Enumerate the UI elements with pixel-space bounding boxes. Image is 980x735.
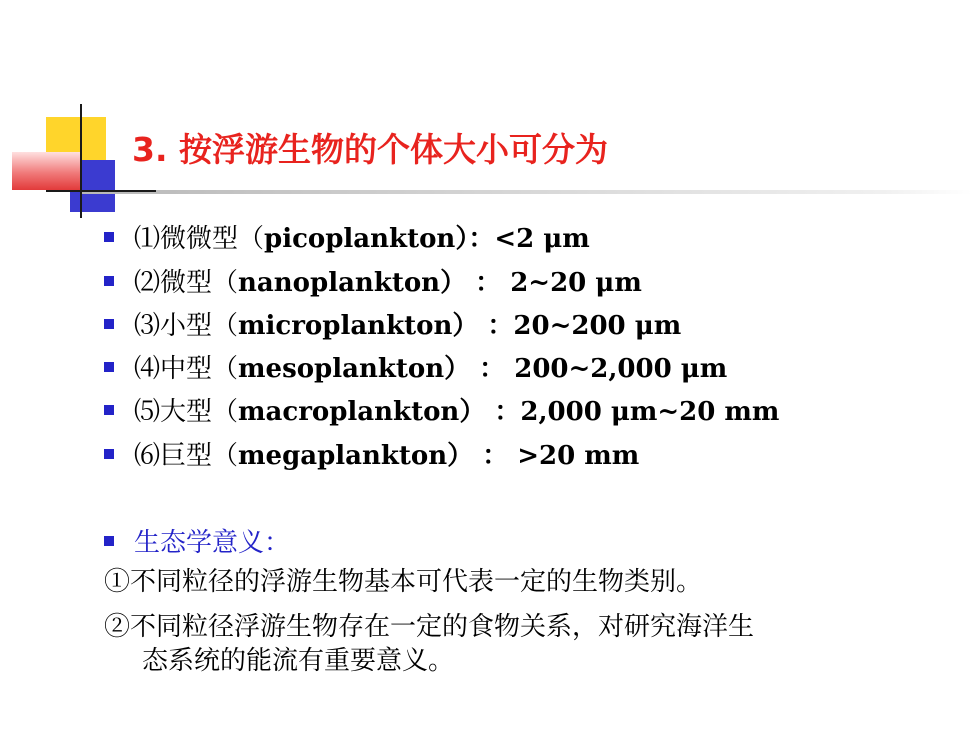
item-suffix: ） ：20~200 μm xyxy=(452,310,682,341)
significance-heading: 生态学意义： xyxy=(134,527,291,558)
item-prefix: ⑵微型（ xyxy=(134,267,239,298)
list-item xyxy=(104,262,642,298)
item-name: macroplankton xyxy=(238,396,460,427)
significance-point-2-line-2: 态系统的能流有重要意义。 xyxy=(142,646,455,676)
deco-horizontal-line xyxy=(46,190,156,192)
significance-point-2-line-1: ②不同粒径浮游生物存在一定的食物关系，对研究海洋生 xyxy=(104,612,755,642)
item-suffix: ） ： 200~2,000 μm xyxy=(444,353,728,384)
item-prefix: ⑷中型（ xyxy=(134,353,239,384)
item-prefix: ⑴微微型（ xyxy=(134,223,265,254)
item-suffix: ） ： >20 mm xyxy=(447,440,640,471)
item-suffix: ） ：2,000 μm~20 mm xyxy=(459,396,780,427)
list-item xyxy=(104,435,639,471)
list-item xyxy=(104,348,727,384)
significance-heading-row xyxy=(104,522,290,558)
bullet-square-icon xyxy=(104,362,114,372)
bullet-square-icon xyxy=(104,276,114,286)
deco-vertical-line xyxy=(80,104,82,218)
deco-red-bar xyxy=(12,152,82,190)
bullet-square-icon xyxy=(104,536,114,546)
list-item xyxy=(104,305,681,341)
item-prefix: ⑸大型（ xyxy=(134,396,239,427)
item-prefix: ⑹巨型（ xyxy=(134,440,239,471)
bullet-square-icon xyxy=(104,319,114,329)
item-suffix: ） ： 2~20 μm xyxy=(440,267,642,298)
list-item xyxy=(104,218,590,254)
slide-title: 3. 按浮游生物的个体大小可分为 xyxy=(132,130,608,169)
bullet-square-icon xyxy=(104,232,114,242)
item-name: microplankton xyxy=(238,310,453,341)
title-underline xyxy=(82,190,972,194)
item-name: nanoplankton xyxy=(238,267,441,298)
item-name: picoplankton xyxy=(264,223,456,254)
significance-point-1: ①不同粒径的浮游生物基本可代表一定的生物类别。 xyxy=(104,567,703,597)
list-item xyxy=(104,391,779,427)
item-suffix: ）：<2 μm xyxy=(455,223,590,254)
item-name: megaplankton xyxy=(238,440,448,471)
item-name: mesoplankton xyxy=(238,353,445,384)
bullet-square-icon xyxy=(104,405,114,415)
item-prefix: ⑶小型（ xyxy=(134,310,239,341)
bullet-square-icon xyxy=(104,449,114,459)
